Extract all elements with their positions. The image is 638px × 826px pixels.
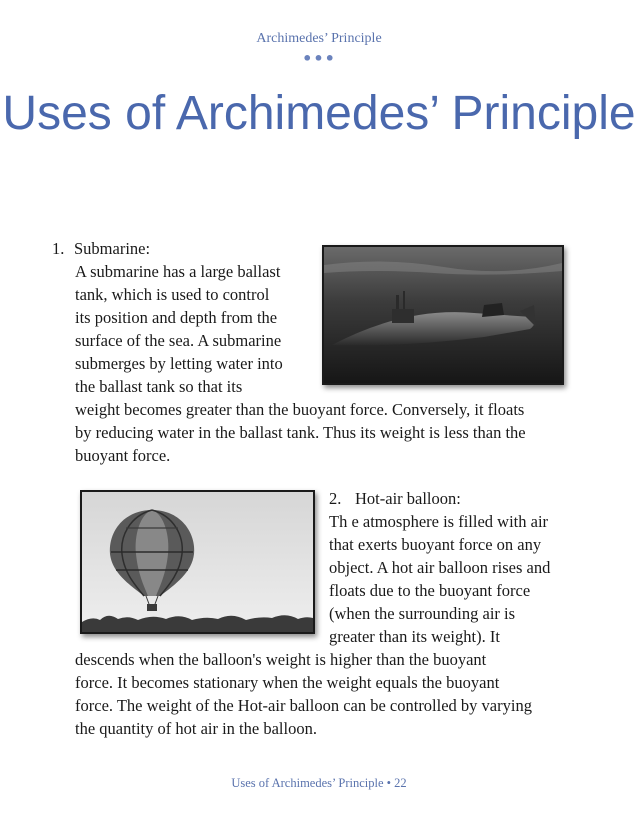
page-footer xyxy=(0,776,638,791)
text-line: greater than its weight). It xyxy=(329,627,500,646)
section-heading: Submarine: xyxy=(74,239,151,258)
section-number: 2. xyxy=(329,489,342,508)
text-line: by reducing water in the ballast tank. Thus its weight is less than the xyxy=(75,423,526,442)
text-line: tank, which is used to control xyxy=(75,285,270,304)
text-line: (when the surrounding air is xyxy=(329,604,516,623)
text-line: that exerts buoyant force on any xyxy=(329,535,542,554)
header-ornament: ••• xyxy=(302,49,336,68)
text-line: object. A hot air balloon rises and xyxy=(329,558,551,577)
section-1-heading xyxy=(52,237,150,260)
running-header: Archimedes’ Principle xyxy=(256,31,382,46)
section-2-body-wrapped xyxy=(329,510,550,648)
page-number: 22 xyxy=(394,776,407,790)
page-title: Uses of Archimedes’ Principle xyxy=(2,87,636,140)
text-line: A submarine has a large ballast xyxy=(75,262,281,281)
text-line: floats due to the buoyant force xyxy=(329,581,531,600)
text-line: its position and depth from the xyxy=(75,308,278,327)
footer-separator: • xyxy=(386,776,392,790)
footer-label: Uses of Archimedes’ Principle xyxy=(231,776,384,790)
text-line: descends when the balloon's weight is higher than the buoyant xyxy=(75,650,487,669)
text-line: submerges by letting water into xyxy=(75,354,283,373)
submarine-photo xyxy=(322,245,564,385)
section-2-heading xyxy=(329,487,461,510)
text-line: buoyant force. xyxy=(75,446,171,465)
text-line: Th e atmosphere is filled with air xyxy=(329,512,549,531)
text-line: the ballast tank so that its xyxy=(75,377,243,396)
text-line: force. The weight of the Hot-air balloon can be controlled by varying xyxy=(75,696,532,715)
text-line: the quantity of hot air in the balloon. xyxy=(75,719,317,738)
hot-air-balloon-photo xyxy=(80,490,315,634)
text-line: force. It becomes stationary when the weight equals the buoyant xyxy=(75,673,500,692)
section-2-body-full xyxy=(75,648,532,740)
text-line: weight becomes greater than the buoyant force. Conversely, it floats xyxy=(75,400,525,419)
text-line: surface of the sea. A submarine xyxy=(75,331,282,350)
section-heading: Hot-air balloon: xyxy=(355,489,461,508)
section-number: 1. xyxy=(52,239,65,258)
